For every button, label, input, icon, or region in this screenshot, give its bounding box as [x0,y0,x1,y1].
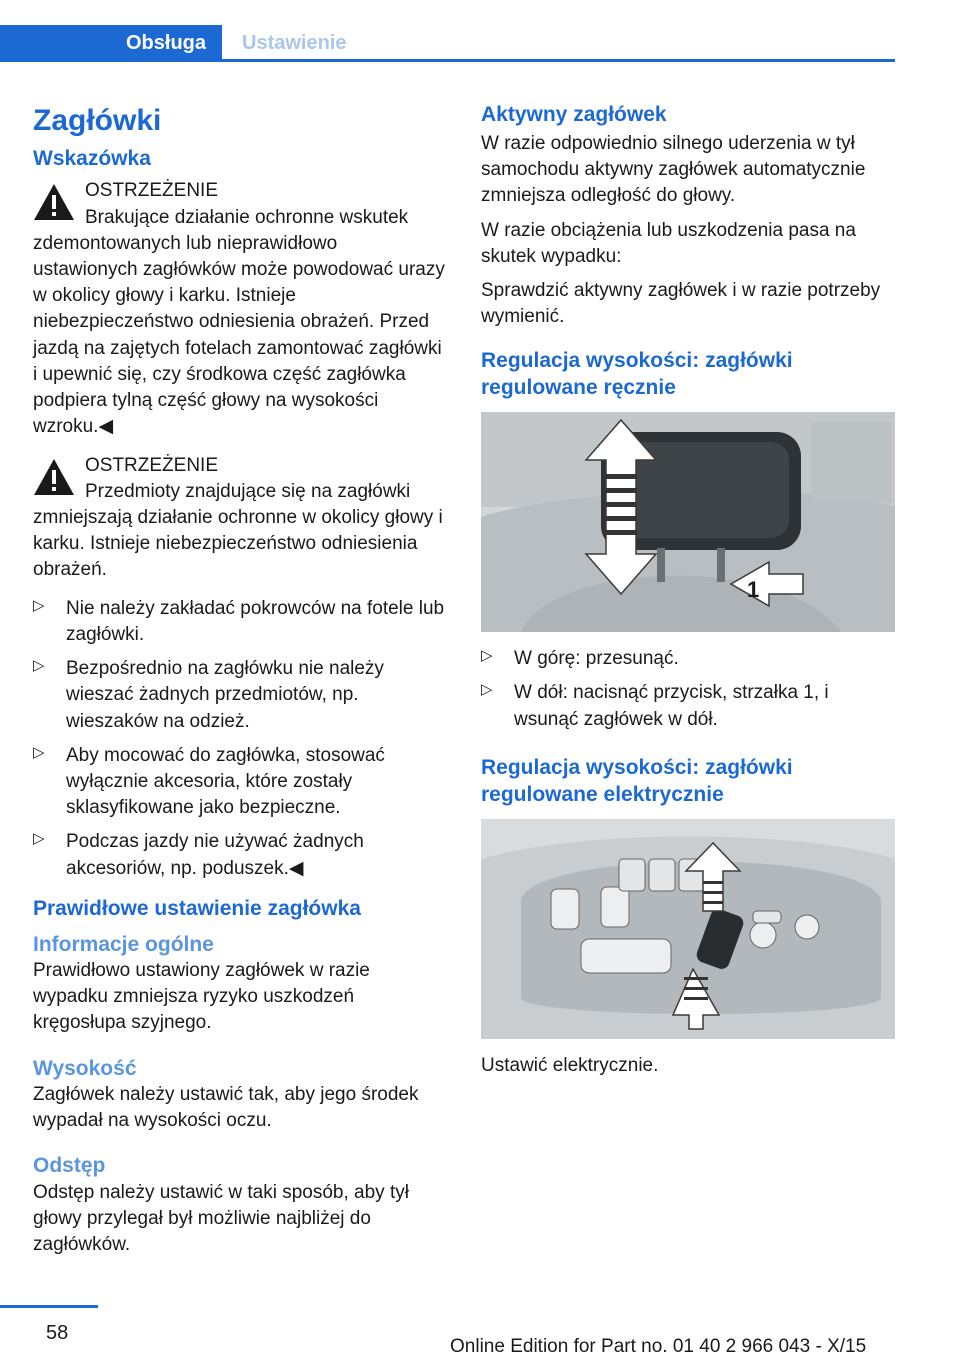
header-rule [0,59,895,62]
list-item: ▷ W dół: nacisnąć przycisk, strzałka 1, i wsunąć zagłówek w dół. [481,681,829,730]
list-item: ▷ Podczas jazdy nie używać żadnych akcesoriów, np. poduszek.◀ [33,830,364,879]
manual-bullet-list [481,646,895,733]
list-item: ▷ Bezpośrednio na zagłówku nie należy wieszać żadnych przedmiotów, np. wieszaków na odzież. [33,657,384,732]
note-heading: Wskazówka [33,146,151,170]
list-item: ▷ W górę: przesunąć. [481,647,679,670]
figure-callout-1: 1 [747,577,760,603]
general-text: Prawidłowo ustawiony zagłówek w razie wypadku zmniejsza ryzyko uszkodzeń kręgosłupa szyjnego. [33,960,370,1034]
electric-text: Ustawić elektrycznie. [481,1054,659,1076]
triangle-right-icon: ▷ [33,596,45,614]
triangle-right-icon: ▷ [33,830,45,848]
warning-triangle-icon [33,457,75,497]
tab-obsluga[interactable]: Obsługa [0,25,222,61]
page-header [0,0,960,62]
warning-text: Brakujące działanie ochronne wskutek zdemontowanych lub nieprawidłowo ustawionych zagłówków może powodować urazy w okolicy głowy i karku. Istnieje niebezpieczeństwo odniesienia obrażeń. Przed jazdą na zajętych fotelach zamontować zagłówki i upewnić się, czy środkowa część zagłówka podpiera tylną część głowy na wysokości wzroku.◀ [33,206,445,438]
triangle-right-icon: ▷ [33,657,45,675]
warning-triangle-icon [33,182,75,222]
subheading-height: Wysokość [33,1056,137,1080]
headrest-illustration [481,412,895,632]
warning-bullet-list [33,596,445,882]
height-text: Zagłówek należy ustawić tak, aby jego środek wypadał na wysokości oczu. [33,1083,419,1132]
page-number: 58 [46,1322,69,1344]
electric-adjustment-heading: Regulacja wysokości: zagłówki regulowane elektrycznie [481,755,793,806]
triangle-right-icon: ▷ [481,681,493,699]
manual-headrest-figure [481,412,895,632]
triangle-right-icon: ▷ [33,743,45,761]
warning-label: OSTRZEŻENIE [85,454,219,476]
warning-text: Przedmioty znajdujące się na zagłówki zmniejszają działanie ochronne w okolicy głowy i karku. Istnieje niebezpieczeństwo odniesienia obrażeń. [33,480,443,581]
electric-seat-figure [481,819,895,1039]
page-title: Zagłówki [33,104,162,137]
tab-ustawienie[interactable]: Ustawienie [242,31,347,54]
list-item: ▷ Aby mocować do zagłówka, stosować wyłącznie akcesoria, które zostały sklasyfikowane jako bezpieczne. [33,743,385,819]
subheading-distance: Odstęp [33,1154,106,1178]
seat-controls-illustration [481,819,895,1039]
warning-block-1 [33,178,445,440]
right-column [481,96,895,1087]
footer-rule [0,1305,98,1308]
active-text-1: W razie odpowiednio silnego uderzenia w tył samochodu aktywny zagłówek automatycznie zmniejsza odległość do głowy. [481,132,866,207]
active-text-2: W razie obciążenia lub uszkodzenia pasa na skutek wypadku: [481,219,856,267]
triangle-right-icon: ▷ [481,647,493,665]
warning-block-2 [33,453,445,584]
active-headrest-heading: Aktywny zagłówek [481,103,667,126]
warning-label: OSTRZEŻENIE [85,180,219,202]
edition-note: Online Edition for Part no. 01 40 2 966 043 - X/15 [450,1336,867,1357]
left-column [33,96,445,1266]
section-heading-correct-adjustment: Prawidłowe ustawienie zagłówka [33,896,361,920]
manual-adjustment-heading: Regulacja wysokości: zagłówki regulowane ręcznie [481,349,793,400]
list-item: ▷ Nie należy zakładać pokrowców na fotele lub zagłówki. [33,596,445,645]
subheading-general: Informacje ogólne [33,932,214,956]
active-text-3: Sprawdzić aktywny zagłówek i w razie potrzeby wymienić. [481,279,881,328]
distance-text: Odstęp należy ustawić w taki sposób, aby tył głowy przylegał był możliwie najbliżej do zagłówków. [33,1181,409,1256]
